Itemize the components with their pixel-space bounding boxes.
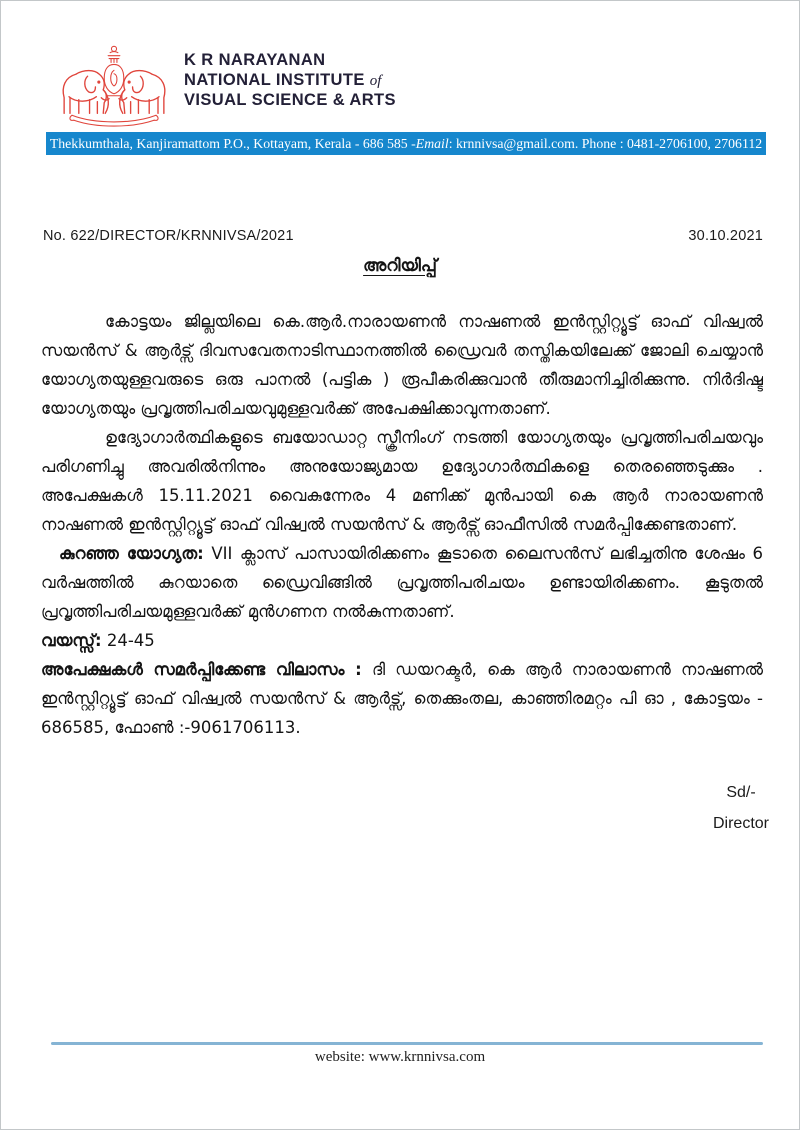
notice-body — [41, 307, 763, 742]
banner-email-label: Email — [415, 135, 449, 151]
institute-name-line3: VISUAL SCIENCE & ARTS — [184, 91, 396, 109]
reference-number: No. 622/DIRECTOR/KRNNIVSA/2021 — [43, 228, 294, 244]
footer-divider — [51, 1042, 763, 1045]
notice-title: അറിയിപ്പ് — [363, 256, 437, 276]
banner-address: Thekkumthala, Kanjiramattom P.O., Kottayam, Kerala - 686 585 - — [49, 135, 416, 151]
signatory-designation: Director — [712, 815, 769, 832]
banner-contact: : krnnivsa@gmail.com. Phone : 0481-2706100, 2706112 — [448, 135, 763, 151]
website-url: website: www.krnnivsa.com — [314, 1049, 486, 1065]
qualification-line — [41, 539, 763, 626]
address-label: അപേക്ഷകൾ സമർപ്പിക്കേണ്ട വിലാസം : — [41, 660, 362, 679]
age-label: വയസ്സ്: — [41, 631, 102, 650]
age-line — [41, 626, 763, 655]
signed-abbreviation: Sd/- — [726, 784, 756, 801]
kerala-elephants-emblem-icon — [55, 41, 173, 129]
address-banner — [46, 132, 766, 155]
reference-row — [43, 228, 763, 244]
address-text: ദി ഡയറക്ടർ, കെ ആർ നാരായണൻ നാഷണൽ ഇൻസ്റ്റിറ്റ്യൂട്ട് ഓഫ് വിഷ്വൽ സയൻസ് & ആർട്സ്, തെക്കുംതല, കാഞ്ഞിരമറ്റം പി ഓ , കോട്ടയം - 686585, ഫോൺ :-9061706113. — [41, 660, 763, 737]
institute-name-line2: NATIONAL INSTITUTE of — [184, 70, 382, 89]
institute-name-line1: K R NARAYANAN — [184, 51, 326, 69]
signature-block — [713, 777, 769, 839]
qualification-label: കുറഞ്ഞ യോഗ്യത: — [59, 544, 204, 563]
paragraph-1: കോട്ടയം ജില്ലയിലെ കെ.ആർ.നാരായണൻ നാഷണൽ ഇൻസ്റ്റിറ്റ്യൂട്ട് ഓഫ് വിഷ്വൽ സയൻസ് & ആർട്സ് ദിവസവേതനാടിസ്ഥാനത്തിൽ ഡ്രൈവർ തസ്തികയിലേക്ക് ജോലി ചെയ്യാൻ യോഗ്യതയുള്ളവരുടെ ഒരു പാനൽ (പട്ടിക ) രൂപീകരിക്കുവാൻ തീരുമാനിച്ചിരിക്കുന്നു. നിർദിഷ്ട യോഗ്യതയും പ്രവൃത്തിപരിചയവുമുള്ളവർക്ക് അപേക്ഷിക്കാവുന്നതാണ്. — [41, 312, 763, 418]
address-line — [41, 655, 763, 742]
paragraph-2: ഉദ്യോഗാർത്ഥികളുടെ ബയോഡാറ്റ സ്ക്രീനിംഗ് നടത്തി യോഗ്യതയും പ്രവൃത്തിപരിചയവും പരിഗണിച്ചു അവരിൽനിന്നും അനുയോജ്യമായ ഉദ്യോഗാർത്ഥികളെ തെരഞ്ഞെടുക്കും . അപേക്ഷകൾ 15.11.2021 വൈകുന്നേരം 4 മണിക്ക് മുൻപായി കെ ആർ നാരായണൻ നാഷണൽ ഇൻസ്റ്റിറ്റ്യൂട്ട് ഓഫ് വിഷ്വൽ സയൻസ് & ആർട്സ് ഓഫീസിൽ സമർപ്പിക്കേണ്ടതാണ്. — [41, 428, 763, 534]
date: 30.10.2021 — [688, 228, 763, 244]
age-value: 24-45 — [101, 631, 155, 650]
qualification-text: VII ക്ലാസ് പാസായിരിക്കണം കൂടാതെ ലൈസൻസ് ലഭിച്ചതിനു ശേഷം 6 വർഷത്തിൽ കുറയാതെ ഡ്രൈവിങ്ങിൽ പ്രവൃത്തിപരിചയം ഉണ്ടായിരിക്കണം. കൂടുതൽ പ്രവൃത്തിപരിചയമുള്ളവർക്ക് മുൻഗണന നൽകുന്നതാണ്. — [41, 544, 763, 621]
institute-name — [184, 51, 396, 111]
